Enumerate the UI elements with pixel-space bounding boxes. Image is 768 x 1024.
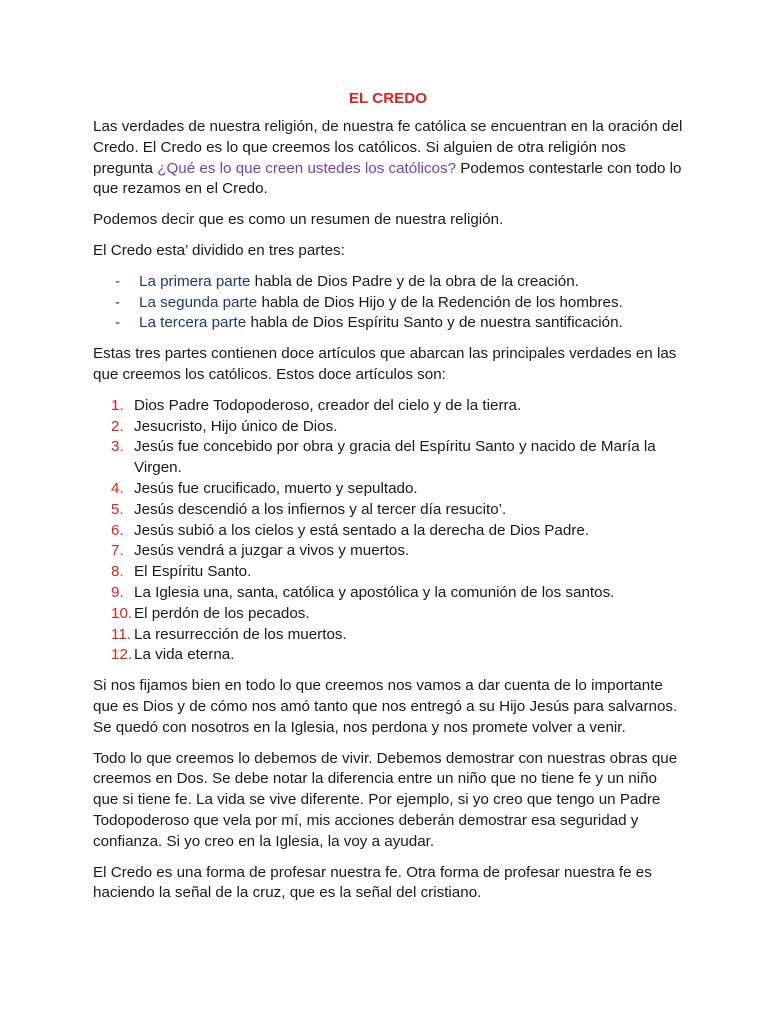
list-item (93, 313, 683, 334)
article-text: Jesús descendió a los infiernos y al tercer día resucito’. (134, 500, 507, 518)
list-item (93, 479, 683, 500)
list-number: 12. (111, 646, 133, 664)
intro-question: ¿Qué es lo que creen ustedes los católicos? (157, 159, 457, 177)
article-text: Dios Padre Todopoderoso, creador del cielo y de la tierra. (134, 396, 522, 414)
part-text: habla de Dios Espíritu Santo y de nuestra santificación. (246, 314, 623, 332)
list-item (93, 437, 683, 479)
closing-paragraph: El Credo es una forma de profesar nuestra fe. Otra forma de profesar nuestra fe es haciendo la señal de la cruz, que es la señal del cristiano. (93, 863, 652, 902)
summary-paragraph: Podemos decir que es como un resumen de nuestra religión. (93, 211, 504, 229)
living-paragraph: Todo lo que creemos lo debemos de vivir. Debemos demostrar con nuestras obras que creemos en Dos. Se debe notar la diferencia entre un niño que no tiene fe y un niño que si tiene fe. La vida se vive diferente. Por ejemplo, si yo creo que tengo un Padre Todopoderoso que vela por mí, mis acciones deberán demostrar esa seguridad y confianza. Si yo creo en la Iglesia, la voy a ayudar. (93, 749, 678, 850)
list-item (93, 272, 683, 293)
part-label: La tercera parte (139, 314, 247, 332)
list-item (93, 562, 683, 583)
list-item (93, 583, 683, 604)
list-item (93, 396, 683, 417)
list-number: 11. (111, 625, 131, 643)
intro-text-start: Las verdades de nuestra religión, de nuestra fe católica se encuentran en la oración del Credo. El Credo es lo que creemos los católicos. Si alguien de otra religión nos pregunta (93, 118, 683, 177)
list-item (93, 293, 683, 314)
list-number: 5. (111, 500, 124, 518)
part-label: La primera parte (139, 272, 251, 290)
list-item (93, 417, 683, 438)
article-text: Jesús vendrá a juzgar a vivos y muertos. (134, 542, 410, 560)
article-text: La vida eterna. (134, 646, 235, 664)
list-number: 3. (111, 438, 124, 456)
list-item (93, 521, 683, 542)
list-number: 7. (111, 542, 124, 560)
list-number: 1. (111, 396, 124, 414)
article-text: Jesús fue concebido por obra y gracia del Espíritu Santo y nacido de María la Virgen. (134, 438, 656, 477)
article-text: La resurrección de los muertos. (134, 625, 347, 643)
document-title: EL CREDO (348, 90, 428, 107)
part-label: La segunda parte (139, 293, 258, 311)
intro-text-end: Podemos contestarle con todo lo que rezamos en el Credo. (93, 159, 682, 198)
article-text: Jesús subió a los cielos y está sentado a la derecha de Dios Padre. (134, 521, 590, 539)
division-intro-paragraph: El Credo esta’ dividido en tres partes: (93, 241, 345, 259)
dash-bullet: - (115, 314, 121, 332)
list-item (93, 604, 683, 625)
list-number: 4. (111, 479, 124, 497)
articles-intro-paragraph: Estas tres partes contienen doce artículos que abarcan las principales verdades en las que creemos los católicos. Estos doce artículos son: (93, 345, 677, 383)
document-page (93, 89, 683, 914)
list-number: 6. (111, 521, 124, 539)
articles-list (93, 396, 683, 666)
list-number: 8. (111, 563, 124, 581)
intro-paragraph (93, 117, 683, 200)
part-text: habla de Dios Hijo y de la Redención de los hombres. (257, 293, 623, 311)
reflection-paragraph: Si nos fijamos bien en todo lo que creemos nos vamos a dar cuenta de lo importante que es Dios y de cómo nos amó tanto que nos entregó a su Hijo Jesús para salvarnos. Se quedó con nosotros en la Iglesia, nos perdona y nos promete volver a venir. (93, 677, 678, 736)
dash-bullet: - (115, 293, 121, 311)
article-text: El perdón de los pecados. (134, 604, 310, 622)
dash-bullet: - (115, 272, 121, 290)
list-item (93, 625, 683, 646)
list-number: 10. (111, 604, 133, 622)
article-text: Jesús fue crucificado, muerto y sepultado. (134, 479, 418, 497)
list-item (93, 541, 683, 562)
list-number: 9. (111, 583, 124, 601)
list-item (93, 500, 683, 521)
article-text: Jesucristo, Hijo único de Dios. (134, 417, 338, 435)
list-number: 2. (111, 417, 124, 435)
article-text: La Iglesia una, santa, católica y apostólica y la comunión de los santos. (134, 583, 615, 601)
part-text: habla de Dios Padre y de la obra de la creación. (250, 272, 579, 290)
list-item (93, 645, 683, 666)
parts-list (93, 272, 683, 334)
article-text: El Espíritu Santo. (134, 563, 252, 581)
